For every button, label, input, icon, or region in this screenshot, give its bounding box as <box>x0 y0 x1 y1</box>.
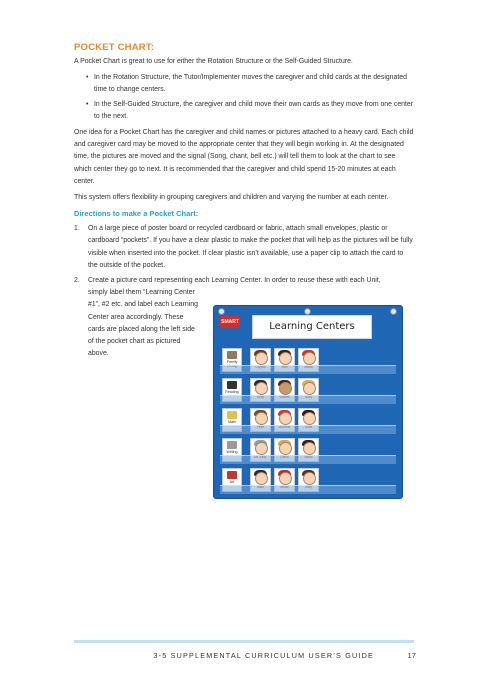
pocket-rows <box>220 346 396 496</box>
pocket-chart-idea-paragraph: One idea for a Pocket Chart has the caregiver and child names or pictures attached to a heavy card. Each child and caregiver card may be moved to the appropriate center that they will begin working in. At the designated time, the pictures are moved and the signal (Song, chant, bell etc.) will tell them to look at the chart to see which center they go to next. It is recommended that the caregiver and child spend 15-20 minutes at each center. <box>74 129 414 185</box>
brand-logo: SMART <box>220 316 240 328</box>
step-1-number: 1. <box>74 225 80 233</box>
face <box>279 412 292 425</box>
pocket-row <box>220 466 396 494</box>
pocket-row <box>220 436 396 464</box>
pocket-strip <box>220 395 396 404</box>
step-1 <box>74 223 414 272</box>
learning-centers-title-card: Learning Centers <box>252 315 372 339</box>
pocket-strip <box>220 455 396 464</box>
pocket-row <box>220 406 396 434</box>
face <box>279 472 292 485</box>
pocket-row <box>220 376 396 404</box>
bullet-self-guided: • In the Self-Guided Structure, the caregiver and child move their own cards as they move from one center to the next. <box>94 99 414 123</box>
center-label: Writing <box>226 450 238 454</box>
center-picture <box>227 411 237 419</box>
flexibility-paragraph: This system offers flexibility in grouping caregivers and children and varying the number at each center. <box>74 194 389 202</box>
bullet-rotation: • In the Rotation Structure, the Tutor/Implementer moves the caregiver and child cards at the designated time to change centers. <box>94 72 414 96</box>
section-heading: POCKET CHART: <box>74 42 155 53</box>
face <box>255 352 268 365</box>
step-2-text-float: simply label them “Learning Center #1”, #2 etc. and label each Learning Center area accordingly. These cards are placed along the left side of the pocket chart as pictured above. <box>88 289 198 358</box>
center-label: Math <box>228 420 236 424</box>
face <box>303 382 316 395</box>
grommet-left <box>218 308 225 315</box>
intro-paragraph: A Pocket Chart is great to use for either the Rotation Structure or the Self-Guided Structure. <box>74 58 353 65</box>
center-picture <box>227 471 237 479</box>
directions-heading: Directions to make a Pocket Chart: <box>74 209 199 219</box>
step-1-text: On a large piece of poster board or recycled cardboard or fabric, attach small envelopes, plastic or cardboard “pockets”. If you have a clear plastic to make the pocket that will help as the pictures will be fully visible when inserted into the pocket. If clear plastic isn’t available, use a paper clip to attach the card to the outside of the pocket. <box>88 225 413 269</box>
face <box>279 442 292 455</box>
grommet-middle <box>304 308 311 315</box>
face <box>303 472 316 485</box>
center-picture <box>227 351 237 359</box>
pocket-chart-photo <box>210 300 406 500</box>
step-2-text-line: Create a picture card representing each Learning Center. In order to reuse these with each Unit, <box>88 277 381 285</box>
grommet-right <box>390 308 397 315</box>
footer-rule <box>74 640 414 643</box>
face <box>279 382 292 395</box>
face <box>303 352 316 365</box>
face <box>279 352 292 365</box>
face <box>303 412 316 425</box>
pocket-chart-board <box>214 306 402 498</box>
face <box>255 382 268 395</box>
page-number: 17 <box>407 651 416 660</box>
pocket-strip <box>220 425 396 434</box>
pocket-strip <box>220 485 396 494</box>
pocket-strip <box>220 365 396 374</box>
center-label: Reading <box>225 390 239 394</box>
face <box>255 412 268 425</box>
face <box>303 442 316 455</box>
face <box>255 472 268 485</box>
center-picture <box>227 381 237 389</box>
pocket-row <box>220 346 396 374</box>
step-2-number: 2. <box>74 277 80 285</box>
footer-title: 3-5 SUPPLEMENTAL CURRICULUM USER’S GUIDE <box>153 651 374 660</box>
structure-bullet-list <box>74 72 414 123</box>
center-label: Family <box>226 360 238 364</box>
face <box>255 442 268 455</box>
center-label: Art <box>229 480 235 484</box>
center-picture <box>227 441 237 449</box>
